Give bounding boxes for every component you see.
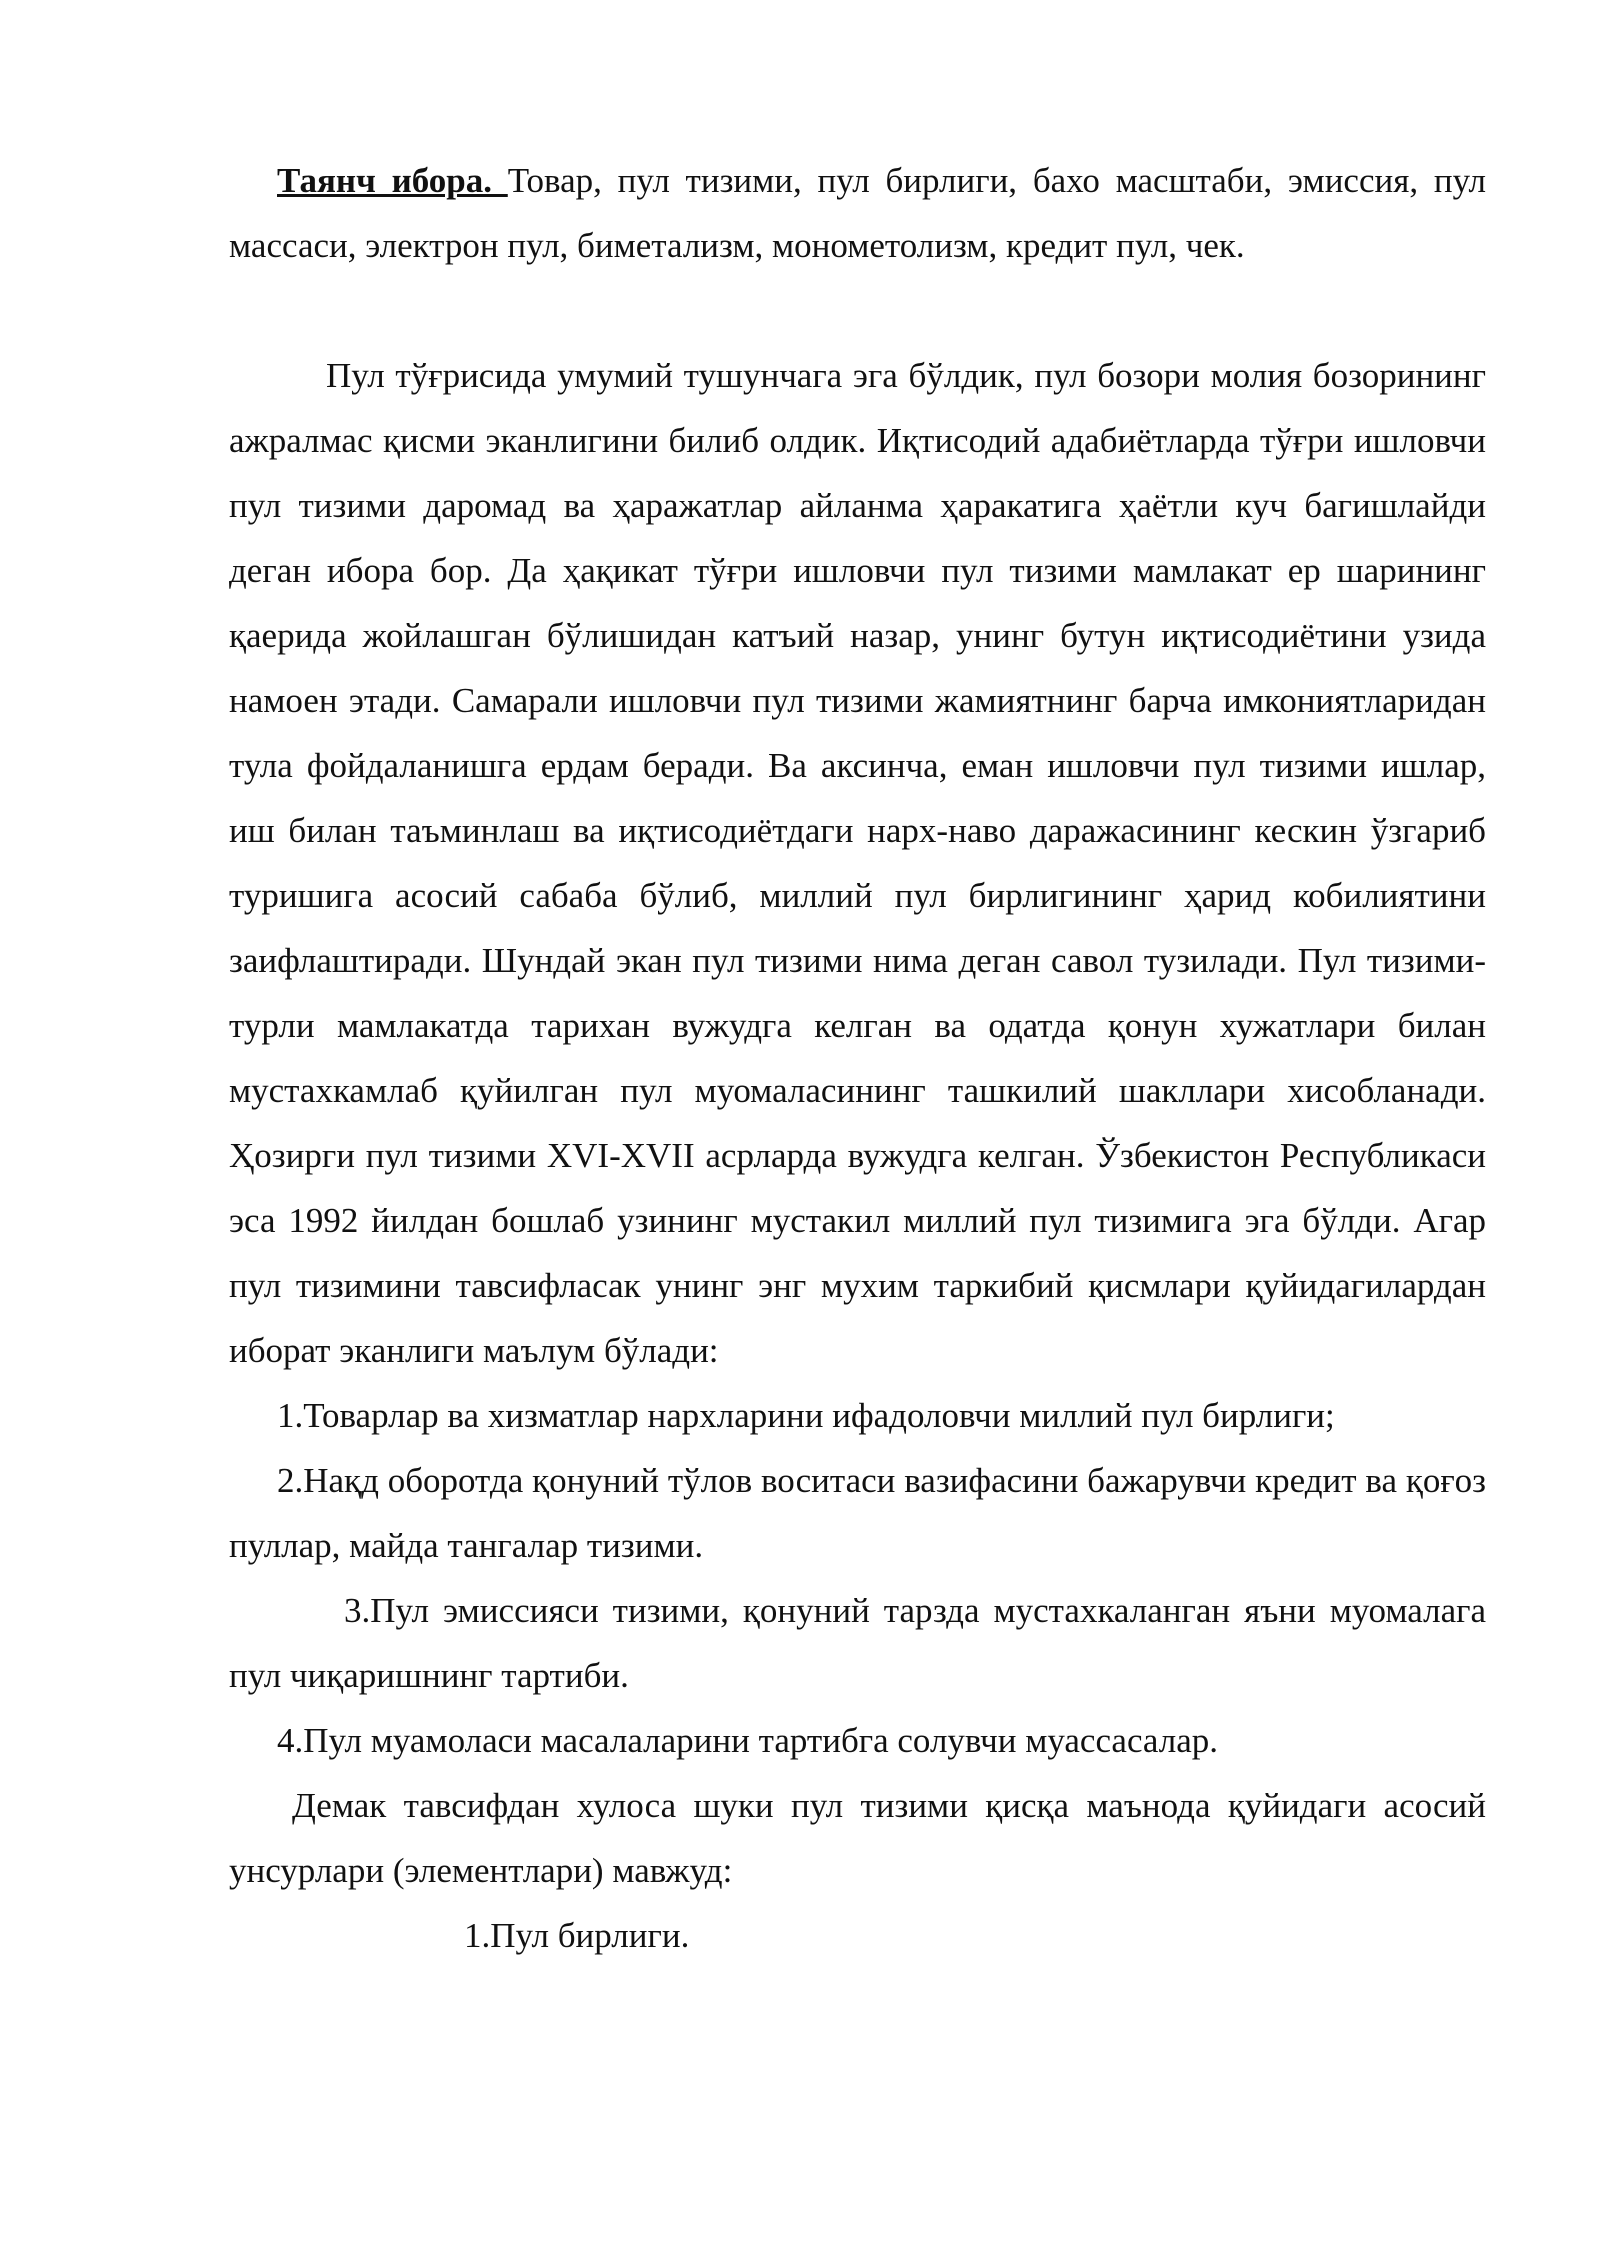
list-item-4: 4.Пул муамоласи масалаларини тартибга солувчи муассасалар. — [277, 1721, 1219, 1760]
keywords-title: Таянч ибора. — [277, 161, 508, 200]
summary-paragraph: Демак тавсифдан хулоса шуки пул тизими қисқа маънода қуйидаги асосий унсурлари (элементлари) мавжуд: — [229, 1786, 1486, 1890]
keywords-paragraph — [229, 148, 1486, 278]
paragraph-spacer — [229, 278, 1486, 343]
keywords-text: Товар, пул тизими, пул бирлиги, бахо масштаби, эмиссия, пул массаси, электрон пул, биметализм, монометолизм, кредит пул, чек. — [229, 161, 1486, 265]
intro-paragraph: Пул тўғрисида умумий тушунчага эга бўлдик, пул бозори молия бозорининг ажралмас қисми эканлигини билиб олдик. Иқтисодий адабиётларда тўғри ишловчи пул тизими даромад ва ҳаражатлар айланма ҳаракатига ҳаётли куч багишлайди деган ибора бор. Да ҳақикат тўғри ишловчи пул тизими мамлакат ер шарининг қаерида жойлашган бўлишидан катъий назар, унинг бутун иқтисодиётини узида намоен этади. Самарали ишловчи пул тизими жамиятнинг барча имкониятларидан тула фойдаланишга ердам беради. Ва аксинча, еман ишловчи пул тизими ишлар, иш билан таъминлаш ва иқтисодиётдаги нарх-наво даражасининг кескин ўзгариб туришига асосий сабаба бўлиб, миллий пул бирлигининг ҳарид кобилиятини заифлаштиради. Шундай экан пул тизими нима деган савол тузилади. Пул тизими-турли мамлакатда тарихан вужудга келган ва одатда қонун хужатлари билан мустахкамлаб қуйилган пул муомаласининг ташкилий шакллари хисобланади. Ҳозирги пул тизими XVI-XVII асрларда вужудга келган. Ўзбекистон Республикаси эса 1992 йилдан бошлаб узининг мустакил миллий пул тизимига эга бўлди. Агар пул тизимини тавсифласак унинг энг мухим таркибий қисмлари қуйидагилардан иборат эканлиги маълум бўлади: — [229, 356, 1486, 1370]
list-item-2: 2.Нақд оборотда қонуний тўлов воситаси вазифасини бажарувчи кредит ва қоғоз пуллар, майда тангалар тизими. — [229, 1461, 1486, 1565]
list-item-3: 3.Пул эмиссияси тизими, қонуний тарзда мустахкаланган яъни муомалага пул чиқаришнинг тартиби. — [229, 1591, 1486, 1695]
sublist-item-1: 1.Пул бирлиги. — [464, 1916, 690, 1955]
document-page — [229, 148, 1486, 1968]
list-item-1: 1.Товарлар ва хизматлар нархларини ифадоловчи миллий пул бирлиги; — [277, 1396, 1335, 1435]
